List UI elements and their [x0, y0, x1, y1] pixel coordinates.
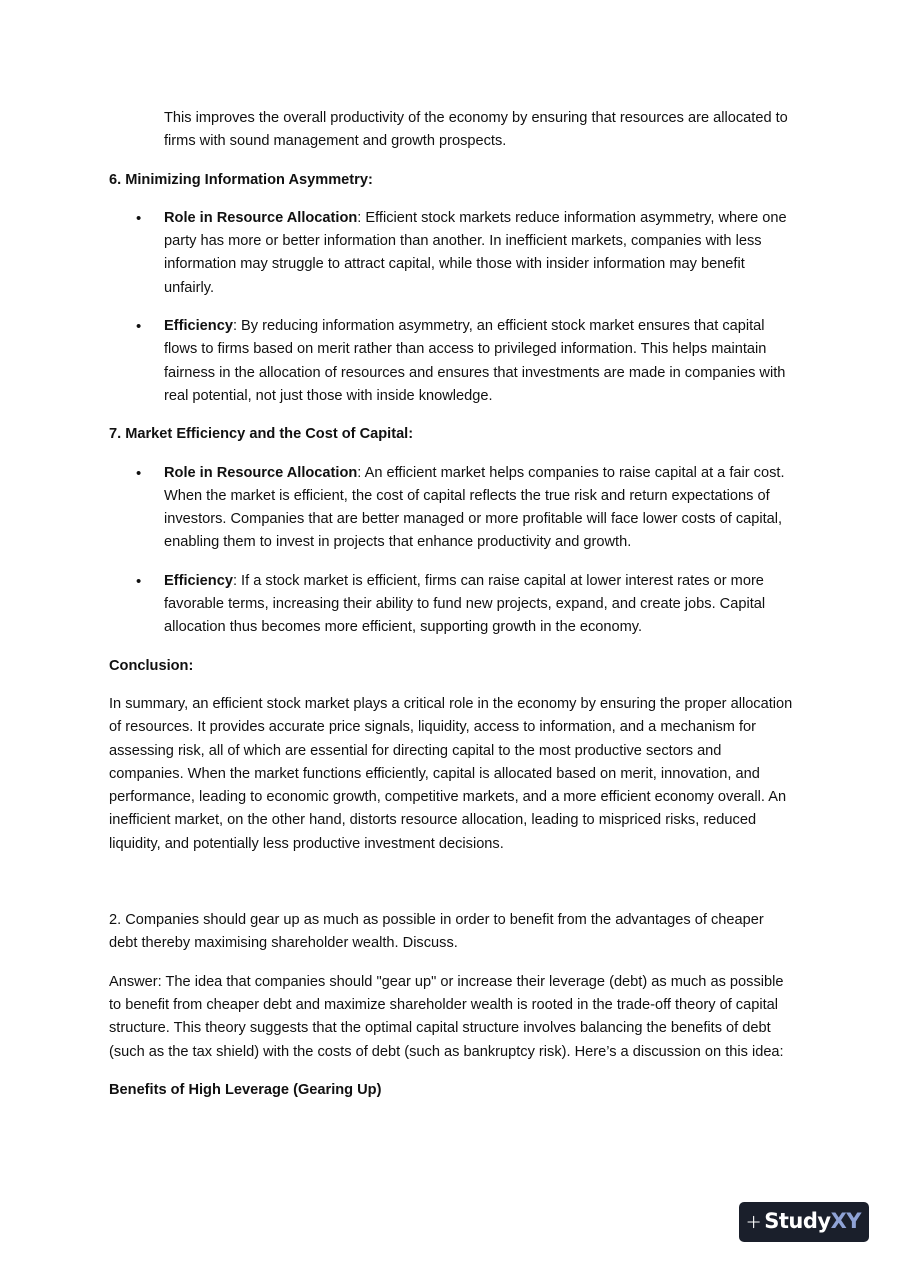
bullet-text: : Efficient stock markets reduce information asymmetry, where one party has more or better information than another. In inefficient markets, companies with less information may struggle to attract capital, while those with insider information may benefit unfairly.	[164, 209, 787, 296]
list-item	[109, 462, 794, 555]
bullet-icon: •	[136, 464, 142, 482]
list-item	[109, 570, 794, 640]
conclusion-heading: Conclusion:	[109, 657, 194, 674]
continuation-paragraph: This improves the overall productivity of the economy by ensuring that resources are allocated to firms with sound management and growth prospects.	[164, 110, 788, 150]
section-heading-information-asymmetry: 6. Minimizing Information Asymmetry:	[109, 171, 373, 188]
subheading-benefits-of-leverage: Benefits of High Leverage (Gearing Up)	[109, 1081, 382, 1098]
bullet-text: : By reducing information asymmetry, an efficient stock market ensures that capital flows to firms based on merit rather than access to privileged information. This helps maintain fairness in the allocation of resources and ensures that investments are made in companies with real potential, not just those with inside knowledge.	[164, 318, 786, 404]
bullet-text: : If a stock market is efficient, firms can raise capital at lower interest rates or more favorable terms, increasing their ability to fund new projects, expand, and create jobs. Capital allocation thus becomes more efficient, supporting growth in the economy.	[164, 572, 766, 636]
bullet-term: Role in Resource Allocation	[164, 209, 358, 226]
list-item	[109, 315, 794, 408]
section-heading-cost-of-capital: 7. Market Efficiency and the Cost of Capital:	[109, 426, 414, 443]
bullet-icon: •	[136, 209, 142, 227]
bullet-icon: •	[136, 318, 142, 336]
plus-cross-icon	[747, 1209, 760, 1235]
logo-text-accent: XY	[830, 1209, 861, 1234]
bullet-text: : An efficient market helps companies to raise capital at a fair cost. When the market is efficient, the cost of capital reflects the true risk and return expectations of investors. Companies that are better managed or more profitable will face lower costs of capital, enabling them to invest in projects that enhance productivity and growth.	[164, 464, 785, 551]
section-spacer	[109, 871, 794, 909]
bullet-list-cost-of-capital	[109, 462, 794, 640]
bullet-term: Efficiency	[164, 318, 233, 335]
answer-paragraph: Answer: The idea that companies should "gear up" or increase their leverage (debt) as much as possible to benefit from cheaper debt and maximize shareholder wealth is rooted in the trade-off theory of capital structure. This theory suggests that the optimal capital structure involves balancing the benefits of debt (such as the tax shield) with the costs of debt (such as bankruptcy risk). Here’s a discussion on this idea:	[109, 973, 784, 1060]
logo-text-main: Study	[764, 1209, 831, 1234]
document-page	[109, 107, 794, 1117]
logo-text	[764, 1210, 861, 1233]
bullet-icon: •	[136, 572, 142, 590]
bullet-list-information-asymmetry	[109, 207, 794, 408]
bullet-term: Efficiency	[164, 572, 233, 589]
list-item	[109, 207, 794, 300]
conclusion-paragraph: In summary, an efficient stock market plays a critical role in the economy by ensuring the proper allocation of resources. It provides accurate price signals, liquidity, access to information, and a mechanism for assessing risk, all of which are essential for directing capital to the most productive sectors and companies. When the market functions efficiently, capital is allocated based on merit, innovation, and performance, leading to economic growth, competitive markets, and a more efficient economy overall. An inefficient market, on the other hand, distorts resource allocation, leading to mispriced risks, reduced liquidity, and potentially less productive investment decisions.	[109, 695, 793, 852]
bullet-term: Role in Resource Allocation	[164, 464, 358, 481]
question-text: 2. Companies should gear up as much as possible in order to benefit from the advantages of cheaper debt thereby maximising shareholder wealth. Discuss.	[109, 912, 764, 952]
studyxy-logo	[739, 1202, 869, 1242]
